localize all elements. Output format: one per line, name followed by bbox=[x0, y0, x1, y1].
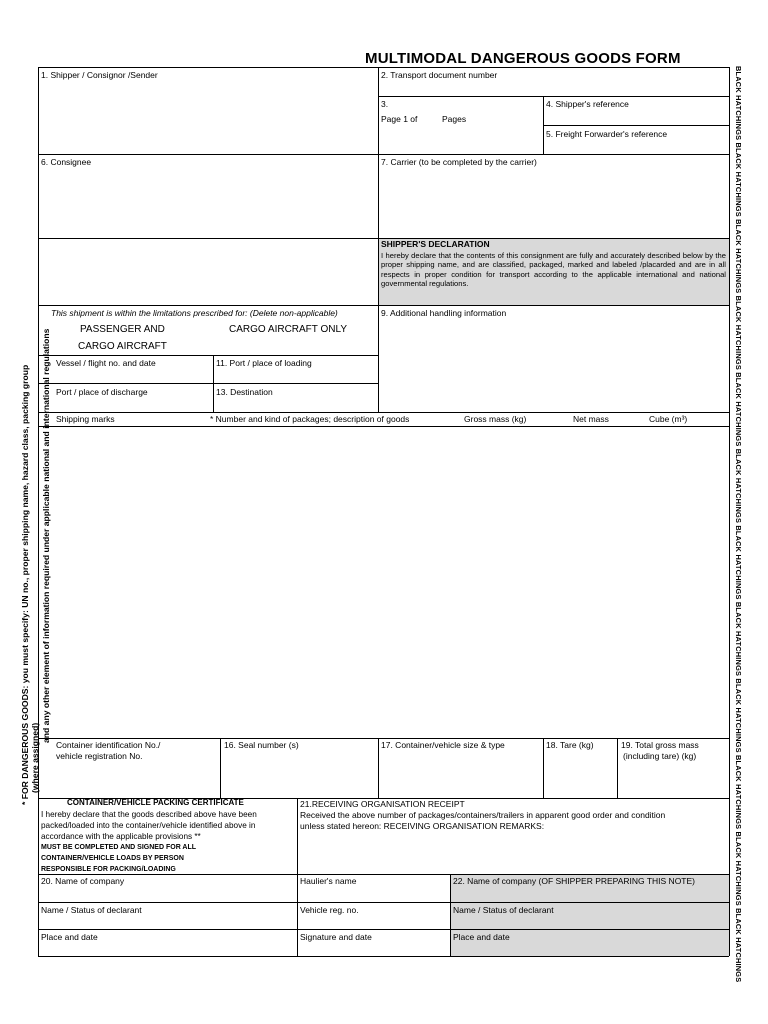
line bbox=[38, 738, 729, 739]
field-12-label: Port / place of discharge bbox=[56, 387, 148, 397]
line bbox=[450, 874, 451, 956]
line bbox=[38, 154, 729, 155]
packing-certificate-line3: accordance with the applicable provisions ** bbox=[41, 832, 201, 841]
line bbox=[378, 738, 379, 798]
line bbox=[297, 798, 298, 956]
field-15-line1: Container identification No./ bbox=[56, 740, 161, 750]
field-5-label: 5. Freight Forwarder's reference bbox=[546, 129, 668, 139]
field-3-pages: Pages bbox=[442, 114, 467, 124]
goods-description-label: * Number and kind of packages; description of goods bbox=[210, 414, 410, 424]
frame-right bbox=[729, 67, 730, 956]
field-18-label: 18. Tare (kg) bbox=[546, 740, 594, 750]
line bbox=[38, 305, 729, 306]
field-3-label: 3. bbox=[381, 99, 389, 109]
cube-label: Cube (m³) bbox=[649, 414, 688, 424]
line bbox=[543, 738, 544, 798]
left-margin-line2: (where assigned) bbox=[30, 722, 40, 793]
line bbox=[38, 902, 729, 903]
packing-certificate-line1: I hereby declare that the goods described above have been bbox=[41, 810, 257, 819]
field-20-label: 20. Name of company bbox=[41, 876, 125, 886]
field-19-line2: (including tare) (kg) bbox=[623, 751, 697, 761]
field-7-label: 7. Carrier (to be completed by the carrier) bbox=[381, 157, 537, 167]
field-2-label: 2. Transport document number bbox=[381, 70, 498, 80]
packing-certificate-heading: CONTAINER/VEHICLE PACKING CERTIFICATE bbox=[67, 798, 244, 807]
field-19-line1: 19. Total gross mass bbox=[621, 740, 699, 750]
declarant-right-label: Name / Status of declarant bbox=[453, 905, 554, 915]
left-margin-note bbox=[20, 285, 56, 805]
declarant-left-label: Name / Status of declarant bbox=[41, 905, 142, 915]
field-13-label: 13. Destination bbox=[216, 387, 273, 397]
frame-top bbox=[38, 67, 730, 68]
line bbox=[38, 383, 378, 384]
right-margin-hatchings: BLACK HATCHINGS BLACK HATCHINGS BLACK HATCHINGS BLACK HATCHINGS BLACK HATCHINGS BLACK HATCHINGS BLACK HATCHINGS BLACK HATCHINGS BLACK HATCHINGS BLACK HATCHINGS BLACK HATCHINGS BLACK HATCHINGS bbox=[734, 66, 743, 983]
line bbox=[38, 355, 378, 356]
packing-certificate-bold1: MUST BE COMPLETED AND SIGNED FOR ALL bbox=[41, 844, 197, 851]
line bbox=[378, 96, 729, 97]
receiving-heading: 21.RECEIVING ORGANISATION RECEIPT bbox=[300, 799, 465, 809]
cargo-aircraft-only[interactable]: CARGO AIRCRAFT ONLY bbox=[229, 324, 347, 335]
left-margin-line1: * FOR DANGEROUS GOODS: you must specify: UN no., proper shipping name, hazard class, packing group bbox=[20, 364, 30, 805]
field-14-label: Shipping marks bbox=[56, 414, 115, 424]
field-10-label: Vessel / flight no. and date bbox=[56, 358, 156, 368]
vehicle-reg-label: Vehicle reg. no. bbox=[300, 905, 359, 915]
hauliers-name-label: Haulier's name bbox=[300, 876, 357, 886]
receiving-line2: unless stated hereon: RECEIVING ORGANISATION REMARKS: bbox=[300, 821, 545, 831]
packing-certificate-bold3: RESPONSIBLE FOR PACKING/LOADING bbox=[41, 866, 176, 873]
passenger-aircraft-line2[interactable]: CARGO AIRCRAFT bbox=[78, 341, 167, 352]
line bbox=[220, 738, 221, 798]
packing-certificate-bold2: CONTAINER/VEHICLE LOADS BY PERSON bbox=[41, 855, 184, 862]
line bbox=[38, 426, 729, 427]
passenger-aircraft-line1[interactable]: PASSENGER AND bbox=[80, 324, 165, 335]
packing-certificate-line2: packed/loaded into the container/vehicle identified above in bbox=[41, 821, 256, 830]
place-date-left-label: Place and date bbox=[41, 932, 98, 942]
left-margin-line3: and any other element of information required under applicable national and international regulations bbox=[41, 328, 51, 743]
line bbox=[38, 929, 729, 930]
gross-mass-label: Gross mass (kg) bbox=[464, 414, 527, 424]
shipper-declaration-heading: SHIPPER'S DECLARATION bbox=[381, 239, 490, 249]
field-6-label: 6. Consignee bbox=[41, 157, 92, 167]
shipper-declaration-text: I hereby declare that the contents of this consignment are fully and accurately described below by the proper shipping name, and are classified, packaged, marked and labeled /placarded and are in all respects in proper condition for transport according to the applicable international and national governmental regulations. bbox=[381, 251, 726, 289]
field-1-label: 1. Shipper / Consignor /Sender bbox=[41, 70, 158, 80]
net-mass-label: Net mass bbox=[573, 414, 609, 424]
field-9-label: 9. Additional handling information bbox=[381, 308, 507, 318]
signature-date-label: Signature and date bbox=[300, 932, 372, 942]
line bbox=[38, 956, 729, 957]
form-title: MULTIMODAL DANGEROUS GOODS FORM bbox=[365, 50, 681, 67]
field-15-line2: vehicle registration No. bbox=[56, 751, 143, 761]
place-date-right-label: Place and date bbox=[453, 932, 510, 942]
line bbox=[378, 67, 379, 412]
field-8-label: This shipment is within the limitations prescribed for: (Delete non-applicable) bbox=[51, 308, 338, 318]
field-4-label: 4. Shipper's reference bbox=[546, 99, 629, 109]
field-16-label: 16. Seal number (s) bbox=[224, 740, 299, 750]
receiving-line1: Received the above number of packages/containers/trailers in apparent good order and condition bbox=[300, 810, 666, 820]
field-11-label: 11. Port / place of loading bbox=[216, 358, 312, 368]
line bbox=[617, 738, 618, 798]
line bbox=[38, 412, 729, 413]
line bbox=[543, 125, 729, 126]
field-17-label: 17. Container/vehicle size & type bbox=[381, 740, 505, 750]
field-3-page: Page 1 of bbox=[381, 114, 418, 124]
field-22-label: 22. Name of company (OF SHIPPER PREPARING THIS NOTE) bbox=[453, 876, 695, 886]
